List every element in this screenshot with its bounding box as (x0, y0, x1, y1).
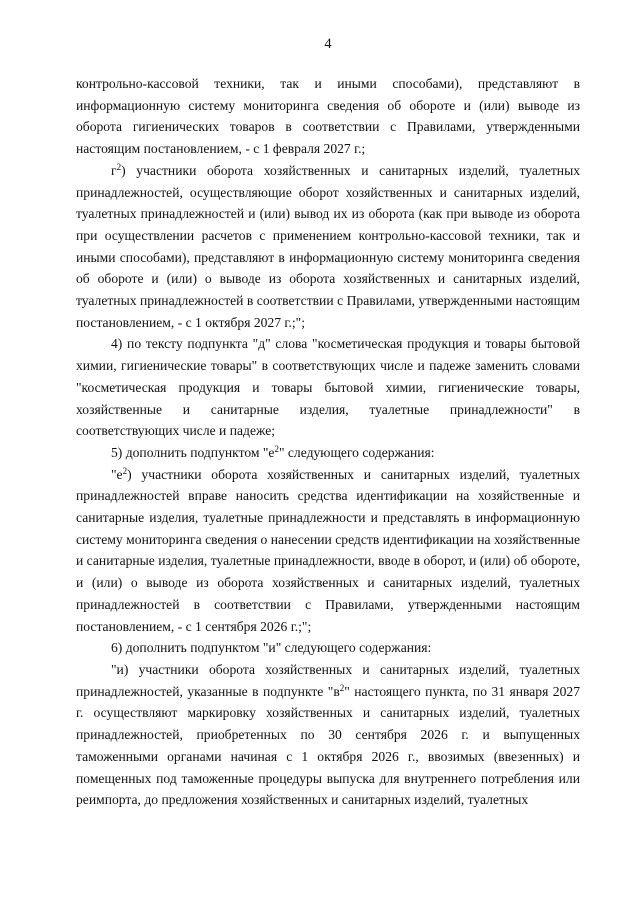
paragraph-text: " настоящего пункта, по 31 января 2027 г. осуществляют маркировку хозяйственных и санитарных изделий, туалетных принадлежностей, приобретенных по 30 сентября 2026 г. и выпущенных таможенными органами начиная с 1 октября 2026 г., ввозимых (ввезенных) и помещенных под таможенные процедуры выпуска для внутреннего потребления или реимпорта, до предложения хозяйственных и санитарных изделий, туалетных (76, 683, 580, 808)
paragraph-prefix: г (111, 162, 117, 178)
paragraph-text: " следующего содержания: (278, 444, 435, 460)
paragraph-continuation (76, 73, 580, 160)
paragraph-text: контрольно-кассовой техники, так и иными способами), представляют в информационную систему мониторинга сведения об обороте и (или) выводе из оборота гигиенических товаров в соответствии с Правилами, утвержденными настоящим постановлением, - с 1 февраля 2027 г.; (76, 76, 580, 157)
superscript: 2 (274, 443, 279, 454)
paragraph-prefix: "е (111, 466, 123, 482)
paragraph-subitem-e2 (76, 464, 580, 638)
paragraph-item-5 (76, 442, 580, 464)
superscript: 2 (116, 161, 122, 172)
paragraph-subitem-g2 (76, 160, 580, 334)
paragraph-text: 4) по тексту подпункта "д" слова "косметическая продукция и товары бытовой химии, гигиенические товары" в соответствующих числе и падеже заменить словами "косметическая продукция и товары бытовой химии, гигиенические товары, хозяйственные и санитарные изделия, туалетные принадлежности" в соответствующих числе и падеже; (76, 336, 580, 439)
paragraph-item-6 (76, 637, 580, 659)
paragraph-prefix: 5) дополнить подпунктом "е (111, 444, 275, 460)
paragraph-text: 6) дополнить подпунктом "и" следующего содержания: (111, 640, 432, 656)
paragraph-subitem-i (76, 659, 580, 811)
page-number: 4 (324, 36, 332, 52)
paragraph-item-4 (76, 333, 580, 442)
paragraph-prefix: "и) участники оборота хозяйственных и санитарных изделий, туалетных принадлежностей, указанные в подпункте "в (76, 661, 580, 699)
superscript: 2 (339, 682, 345, 693)
superscript: 2 (122, 465, 128, 476)
paragraph-text: ) участники оборота хозяйственных и санитарных изделий, туалетных принадлежностей вправе наносить средства идентификации на хозяйственные и санитарные изделия, туалетные принадлежности и представлять в информационную систему мониторинга сведения о нанесении средств идентификации на хозяйственные и санитарные изделия, туалетные принадлежности, вводе в оборот, и (или) об обороте, и (или) о выводе из оборота хозяйственных и санитарных изделий, туалетных принадлежностей в соответствии с Правилами, утвержденными настоящим постановлением, - с 1 сентября 2026 г.;"; (76, 466, 580, 634)
paragraph-text: ) участники оборота хозяйственных и санитарных изделий, туалетных принадлежностей, осуществляющие оборот хозяйственных и санитарных изделий, туалетных принадлежностей и (или) вывод их из оборота (как при выводе из оборота при осуществлении расчетов с применением контрольно-кассовой техники, так и иными способами), представляют в информационную систему мониторинга сведения об обороте и (или) о выводе из оборота хозяйственных и санитарных изделий, туалетных принадлежностей в соответствии с Правилами, утвержденными настоящим постановлением, - с 1 октября 2027 г.;"; (76, 162, 580, 330)
